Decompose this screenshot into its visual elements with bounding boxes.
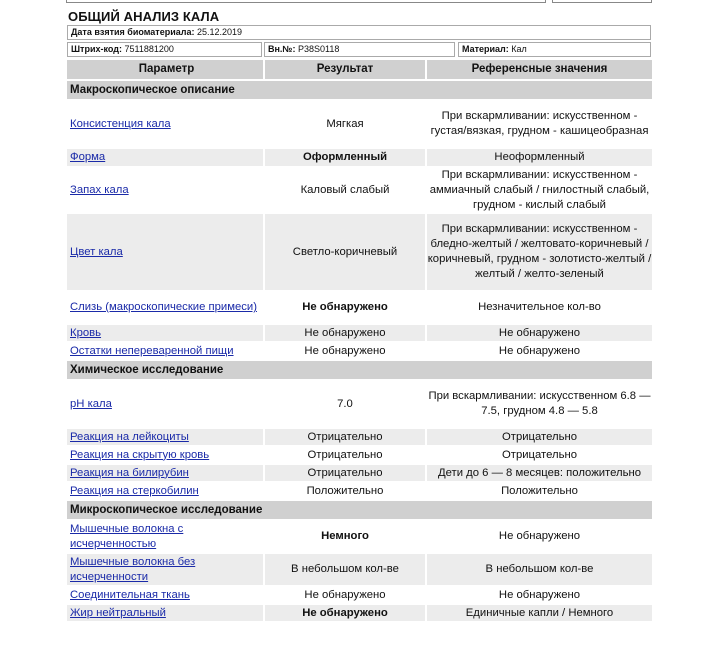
collection-date-value: 25.12.2019 xyxy=(196,27,243,37)
table-row xyxy=(67,429,652,445)
material-field xyxy=(458,42,651,57)
reference-value: При вскармливании: искусственном 6.8 — 7.5, грудном 4.8 — 5.8 xyxy=(427,381,652,427)
barcode-label: Штрих-код: xyxy=(71,44,122,54)
table-row xyxy=(67,521,652,552)
collection-date-field xyxy=(67,25,651,40)
param-link[interactable]: Запах кала xyxy=(67,168,263,212)
table-row xyxy=(67,214,652,290)
reference-value: Не обнаружено xyxy=(427,325,652,341)
result-value: Отрицательно xyxy=(265,429,425,445)
reference-value: Не обнаружено xyxy=(427,343,652,359)
param-link[interactable]: Мышечные волокна без исчерченности xyxy=(67,554,263,585)
result-value: Не обнаружено xyxy=(265,292,425,323)
reference-value: Положительно xyxy=(427,483,652,499)
param-link[interactable]: Реакция на скрытую кровь xyxy=(67,447,263,463)
table-row xyxy=(67,381,652,427)
column-header-result: Результат xyxy=(265,60,425,79)
section-microscopic: Микроскопическое исследование xyxy=(67,501,652,519)
result-value: Положительно xyxy=(265,483,425,499)
result-value: Оформленный xyxy=(265,149,425,166)
param-link[interactable]: Мышечные волокна с исчерченностью xyxy=(67,521,263,552)
result-value: Отрицательно xyxy=(265,447,425,463)
result-value: В небольшом кол-ве xyxy=(265,554,425,585)
reference-value: Не обнаружено xyxy=(427,587,652,603)
param-link[interactable]: Реакция на стеркобилин xyxy=(67,483,263,499)
param-link[interactable]: Соединительная ткань xyxy=(67,587,263,603)
table-row xyxy=(67,149,652,166)
internal-number-field xyxy=(264,42,455,57)
param-link[interactable]: Цвет кала xyxy=(67,214,263,290)
material-label: Материал: xyxy=(462,44,509,54)
reference-value: При вскармливании: искусственном - густая/вязкая, грудном - кашицеобразная xyxy=(427,101,652,147)
reference-value: Единичные капли / Немного xyxy=(427,605,652,621)
param-link[interactable]: Форма xyxy=(67,149,263,166)
cropped-top-fields xyxy=(66,0,652,2)
param-link[interactable]: Реакция на билирубин xyxy=(67,465,263,481)
table-row xyxy=(67,343,652,359)
table-row xyxy=(67,605,652,621)
param-link[interactable]: Кровь xyxy=(67,325,263,341)
column-header-reference: Референсные значения xyxy=(427,60,652,79)
result-value: Отрицательно xyxy=(265,465,425,481)
result-value: Не обнаружено xyxy=(265,325,425,341)
cropped-field xyxy=(66,0,546,3)
reference-value: В небольшом кол-ве xyxy=(427,554,652,585)
table-row xyxy=(67,325,652,341)
table-header-row xyxy=(67,60,652,79)
collection-date-label: Дата взятия биоматериала: xyxy=(71,27,195,37)
table-row xyxy=(67,447,652,463)
result-value: Не обнаружено xyxy=(265,343,425,359)
table-row xyxy=(67,554,652,585)
material-value: Кал xyxy=(511,44,527,54)
internal-number-label: Вн.№: xyxy=(268,44,296,54)
param-link[interactable]: Слизь (макроскопические примеси) xyxy=(67,292,263,323)
table-row xyxy=(67,465,652,481)
results-table xyxy=(67,60,652,623)
param-link[interactable]: Реакция на лейкоциты xyxy=(67,429,263,445)
result-value: Светло-коричневый xyxy=(265,214,425,290)
result-value: 7.0 xyxy=(265,381,425,427)
param-link[interactable]: pH кала xyxy=(67,381,263,427)
reference-value: При вскармливании: искусственном - бледно-желтый / желтовато-коричневый / коричневый, грудном - золотисто-желтый / желтый / желто-зеленый xyxy=(427,214,652,290)
reference-value: Дети до 6 — 8 месяцев: положительно xyxy=(427,465,652,481)
table-row xyxy=(67,168,652,212)
section-macroscopic: Макроскопическое описание xyxy=(67,81,652,99)
reference-value: Отрицательно xyxy=(427,429,652,445)
reference-value: При вскармливании: искусственном - аммиачный слабый / гнилостный слабый, грудном - кислый слабый xyxy=(427,168,652,212)
table-row xyxy=(67,292,652,323)
internal-number-value: P38S0118 xyxy=(297,44,340,54)
reference-value: Не обнаружено xyxy=(427,521,652,552)
result-value: Каловый слабый xyxy=(265,168,425,212)
table-row xyxy=(67,587,652,603)
param-link[interactable]: Остатки непереваренной пищи xyxy=(67,343,263,359)
result-value: Не обнаружено xyxy=(265,587,425,603)
param-link[interactable]: Консистенция кала xyxy=(67,101,263,147)
reference-value: Незначительное кол-во xyxy=(427,292,652,323)
reference-value: Отрицательно xyxy=(427,447,652,463)
result-value: Мягкая xyxy=(265,101,425,147)
barcode-value: 7511881200 xyxy=(124,44,174,54)
result-value: Не обнаружено xyxy=(265,605,425,621)
column-header-parameter: Параметр xyxy=(67,60,263,79)
page-title: ОБЩИЙ АНАЛИЗ КАЛА xyxy=(68,9,220,24)
result-value: Немного xyxy=(265,521,425,552)
section-chemical: Химическое исследование xyxy=(67,361,652,379)
barcode-field xyxy=(67,42,262,57)
param-link[interactable]: Жир нейтральный xyxy=(67,605,263,621)
table-row xyxy=(67,101,652,147)
table-row xyxy=(67,483,652,499)
cropped-field xyxy=(552,0,652,3)
reference-value: Неоформленный xyxy=(427,149,652,166)
